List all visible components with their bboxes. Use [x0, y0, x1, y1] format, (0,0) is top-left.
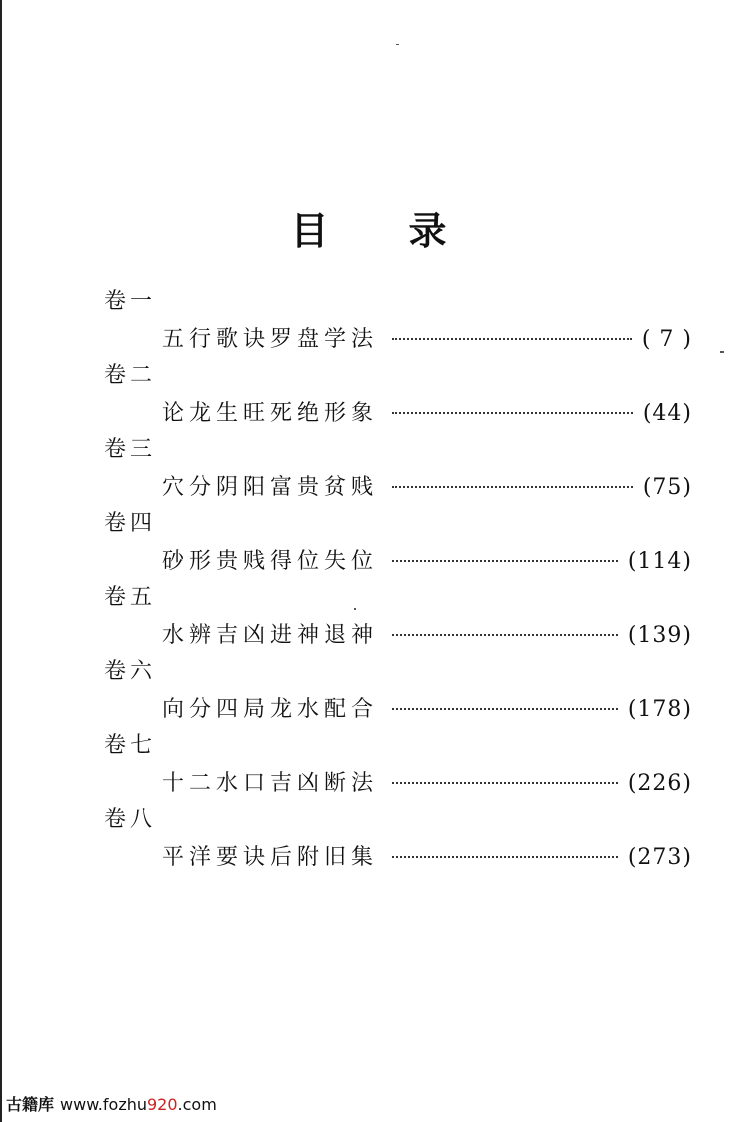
toc-entry[interactable] — [162, 544, 692, 576]
toc-volume — [0, 432, 737, 506]
entry-page-number: (114) — [627, 549, 692, 574]
entry-title: 水辨吉凶进神退神 — [162, 623, 379, 648]
page-title — [0, 200, 737, 255]
toc-entry[interactable] — [162, 618, 692, 650]
url-highlight: 920 — [147, 1095, 178, 1114]
toc-volume — [0, 506, 737, 580]
toc-volume — [0, 802, 737, 876]
volume-label: 卷四 — [104, 511, 157, 536]
toc-entry[interactable] — [162, 840, 692, 872]
toc-volume — [0, 580, 737, 654]
watermark-footer — [6, 1092, 217, 1115]
entry-page-number: (273) — [627, 845, 692, 870]
title-char-2: 录 — [408, 209, 447, 253]
volume-label: 卷二 — [104, 363, 157, 388]
toc-volume — [0, 358, 737, 432]
volume-label: 卷一 — [104, 289, 157, 314]
entry-page-number: (226) — [627, 771, 692, 796]
entry-page-number: (75) — [642, 475, 692, 500]
entry-title: 十二水口吉凶断法 — [162, 771, 379, 796]
site-brand: 古籍库 — [6, 1095, 55, 1114]
toc-entry[interactable] — [162, 396, 692, 428]
dot-leader — [392, 856, 618, 858]
toc-entry[interactable] — [162, 766, 692, 798]
table-of-contents — [0, 284, 737, 876]
volume-label: 卷三 — [104, 437, 157, 462]
toc-entry[interactable] — [162, 692, 692, 724]
url-prefix: www.fozhu — [60, 1095, 147, 1114]
toc-volume — [0, 728, 737, 802]
dot-leader — [392, 634, 618, 636]
entry-page-number: (139) — [627, 623, 692, 648]
url-suffix: .com — [177, 1095, 217, 1114]
volume-label: 卷六 — [104, 659, 157, 684]
entry-title: 论龙生旺死绝形象 — [162, 401, 379, 426]
entry-title: 砂形贵贱得位失位 — [162, 549, 379, 574]
dot-leader — [392, 708, 618, 710]
scan-speck — [396, 44, 399, 45]
toc-entry[interactable] — [162, 470, 692, 502]
dot-leader — [392, 486, 633, 488]
entry-page-number: (178) — [627, 697, 692, 722]
dot-leader — [392, 560, 618, 562]
volume-label: 卷五 — [104, 585, 157, 610]
entry-title: 五行歌诀罗盘学法 — [162, 327, 379, 352]
title-char-1: 目 — [290, 209, 329, 253]
toc-volume — [0, 284, 737, 358]
toc-volume — [0, 654, 737, 728]
volume-label: 卷七 — [104, 733, 157, 758]
entry-title: 穴分阴阳富贵贫贱 — [162, 475, 379, 500]
entry-title: 向分四局龙水配合 — [162, 697, 379, 722]
dot-leader — [392, 338, 632, 340]
site-url-link[interactable] — [60, 1095, 217, 1114]
entry-page-number: ( 7 ) — [641, 327, 692, 352]
volume-label: 卷八 — [104, 807, 157, 832]
entry-title: 平洋要诀后附旧集 — [162, 845, 379, 870]
entry-page-number: (44) — [642, 401, 692, 426]
dot-leader — [392, 412, 633, 414]
toc-entry[interactable] — [162, 322, 692, 354]
dot-leader — [392, 782, 618, 784]
